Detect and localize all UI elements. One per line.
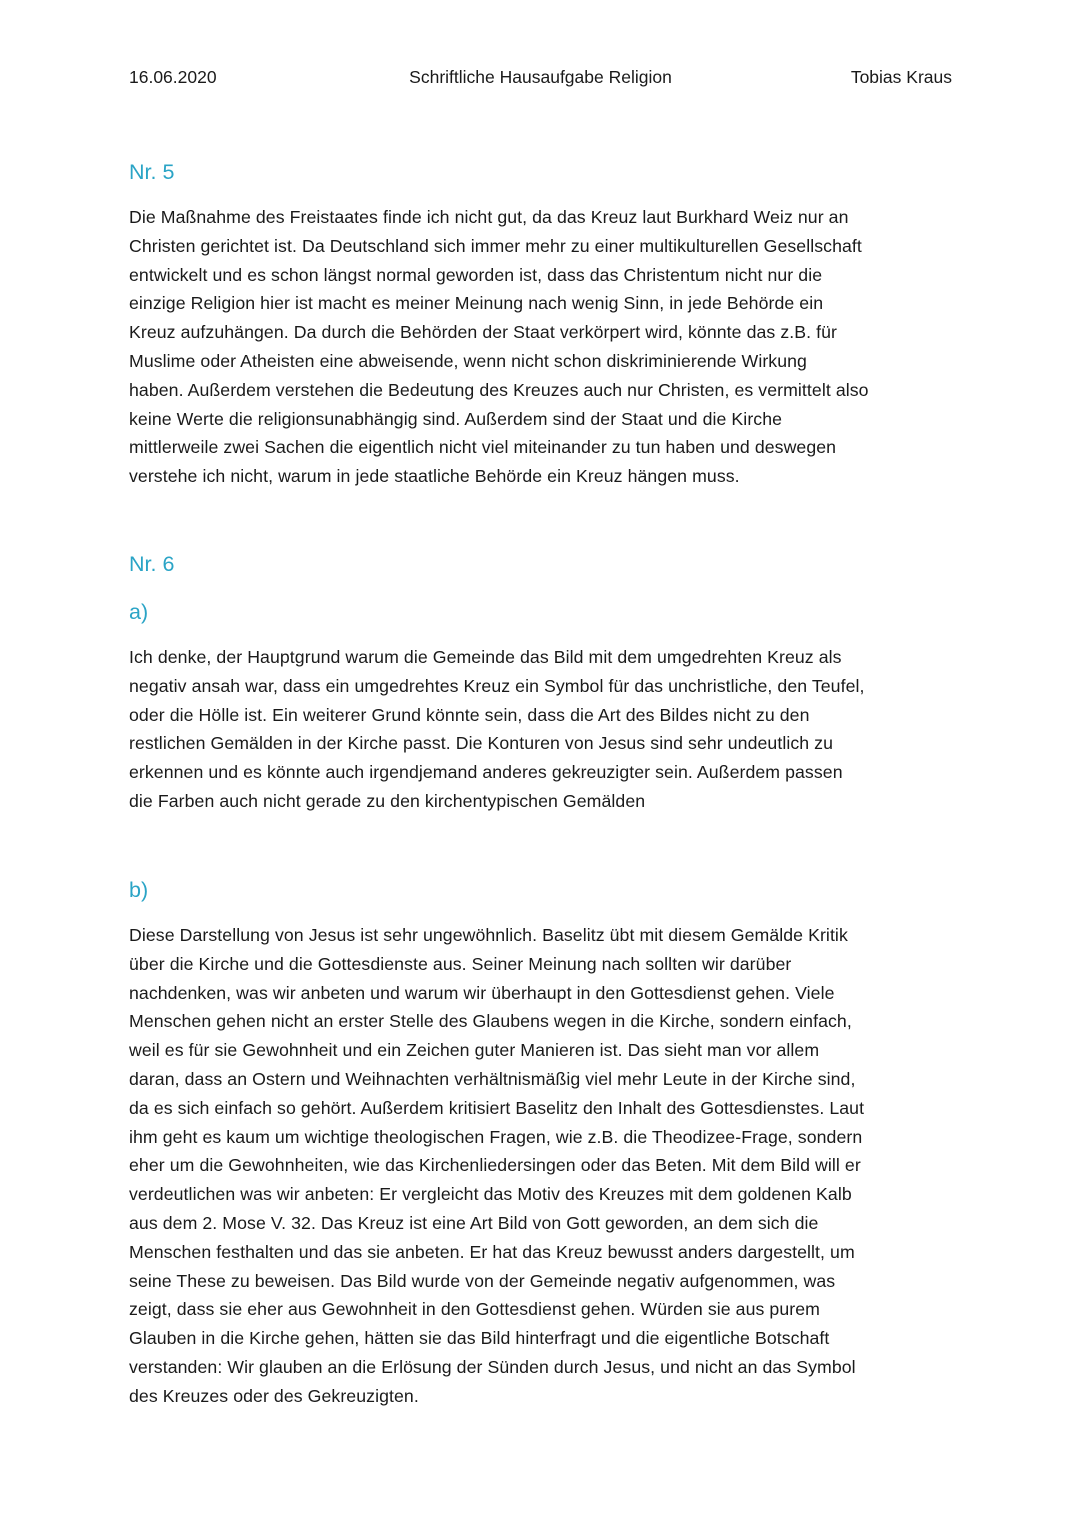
text-line: seine These zu beweisen. Das Bild wurde von der Gemeinde negativ aufgenommen, was (129, 1270, 836, 1291)
text-line: daran, dass an Ostern und Weihnachten verhältnismäßig viel mehr Leute in der Kirche sind, (129, 1068, 856, 1089)
text-line: nachdenken, was wir anbeten und warum wir überhaupt in den Gottesdienst gehen. Viele (129, 982, 835, 1003)
page-header (129, 64, 952, 90)
text-line: Menschen gehen nicht an erster Stelle des Glaubens wegen in die Kirche, sondern einfach, (129, 1011, 852, 1032)
text-line: restlichen Gemälden in der Kirche passt. Die Konturen von Jesus sind sehr undeutlich zu (129, 733, 834, 754)
header-title: Schriftliche Hausaufgabe Religion (409, 67, 672, 87)
header-author: Tobias Kraus (850, 67, 952, 87)
section-heading-nr5: Nr. 5 (129, 160, 175, 184)
text-line: Diese Darstellung von Jesus ist sehr ungewöhnlich. Baselitz übt mit diesem Gemälde Kritik (129, 925, 848, 945)
text-line: zeigt, dass sie eher aus Gewohnheit in den Gottesdienst gehen. Würden sie aus purem (129, 1299, 820, 1320)
text-line: über die Kirche und die Gottesdienste aus. Seiner Meinung nach sollten wir darüber (129, 953, 792, 974)
header-date: 16.06.2020 (129, 67, 217, 87)
text-line: weil es für sie Gewohnheit und ein Zeichen guter Manieren ist. Das sieht man vor allem (129, 1040, 820, 1061)
paragraph-nr6-b (129, 921, 955, 1411)
text-line: erkennen und es könnte auch irgendjemand anderes gekreuzigter sein. Außerdem passen (129, 762, 843, 783)
text-line: Muslime oder Atheisten eine abweisende, wenn nicht schon diskriminierende Wirkung (129, 350, 807, 371)
paragraph-nr5 (129, 203, 955, 491)
text-line: haben. Außerdem verstehen die Bedeutung des Kreuzes auch nur Christen, es vermittelt also (129, 379, 869, 400)
text-line: keine Werte die religionsunabhängig sind. Außerdem sind der Staat und die Kirche (129, 408, 783, 429)
text-line: einzige Religion hier ist macht es meiner Meinung nach wenig Sinn, in jede Behörde ein (129, 293, 824, 314)
subheading-a: a) (129, 600, 149, 624)
text-line: oder die Hölle ist. Ein weiterer Grund könnte sein, dass die Art des Bildes nicht zu den (129, 704, 810, 725)
text-line: Kreuz aufzuhängen. Da durch die Behörden der Staat verkörpert wird, könnte das z.B. für (129, 322, 837, 343)
text-line: ihm geht es kaum um wichtige theologischen Fragen, wie z.B. die Theodizee-Frage, sondern (129, 1126, 863, 1147)
text-line: Menschen festhalten und das sie anbeten. Er hat das Kreuz bewusst anders dargestellt, um (129, 1241, 855, 1262)
subheading-b: b) (129, 878, 149, 902)
section-heading-nr6: Nr. 6 (129, 552, 175, 576)
text-line: Ich denke, der Hauptgrund warum die Gemeinde das Bild mit dem umgedrehten Kreuz als (129, 647, 842, 667)
text-line: Glauben in die Kirche gehen, hätten sie das Bild hinterfragt und die eigentliche Botschaft (129, 1328, 830, 1349)
text-line: entwickelt und es schon längst normal geworden ist, dass das Christentum nicht nur die (129, 264, 823, 285)
text-line: negativ ansah war, dass ein umgedrehtes Kreuz ein Symbol für das unchristliche, den Teufel, (129, 675, 865, 696)
text-line: eher um die Gewohnheiten, wie das Kirchenliedersingen oder das Beten. Mit dem Bild will er (129, 1155, 861, 1176)
text-line: Die Maßnahme des Freistaates finde ich nicht gut, da das Kreuz laut Burkhard Weiz nur an (129, 207, 849, 227)
text-line: verstehe ich nicht, warum in jede staatliche Behörde ein Kreuz hängen muss. (129, 466, 740, 487)
text-line: verdeutlichen was wir anbeten: Er vergleicht das Motiv des Kreuzes mit dem goldenen Kalb (129, 1184, 852, 1205)
paragraph-nr6-a (129, 643, 955, 816)
text-line: mittlerweile zwei Sachen die eigentlich nicht viel miteinander zu tun haben und deswegen (129, 437, 837, 458)
text-line: die Farben auch nicht gerade zu den kirchentypischen Gemälden (129, 790, 646, 811)
text-line: aus dem 2. Mose V. 32. Das Kreuz ist eine Art Bild von Gott geworden, an dem sich die (129, 1212, 819, 1233)
text-line: da es sich einfach so gehört. Außerdem kritisiert Baselitz den Inhalt des Gottesdienstes. Laut (129, 1097, 865, 1118)
text-line: des Kreuzes oder des Gekreuzigten. (129, 1385, 419, 1406)
text-line: Christen gerichtet ist. Da Deutschland sich immer mehr zu einer multikulturellen Gesellschaft (129, 235, 862, 256)
text-line: verstanden: Wir glauben an die Erlösung der Sünden durch Jesus, und nicht an das Symbol (129, 1356, 856, 1377)
